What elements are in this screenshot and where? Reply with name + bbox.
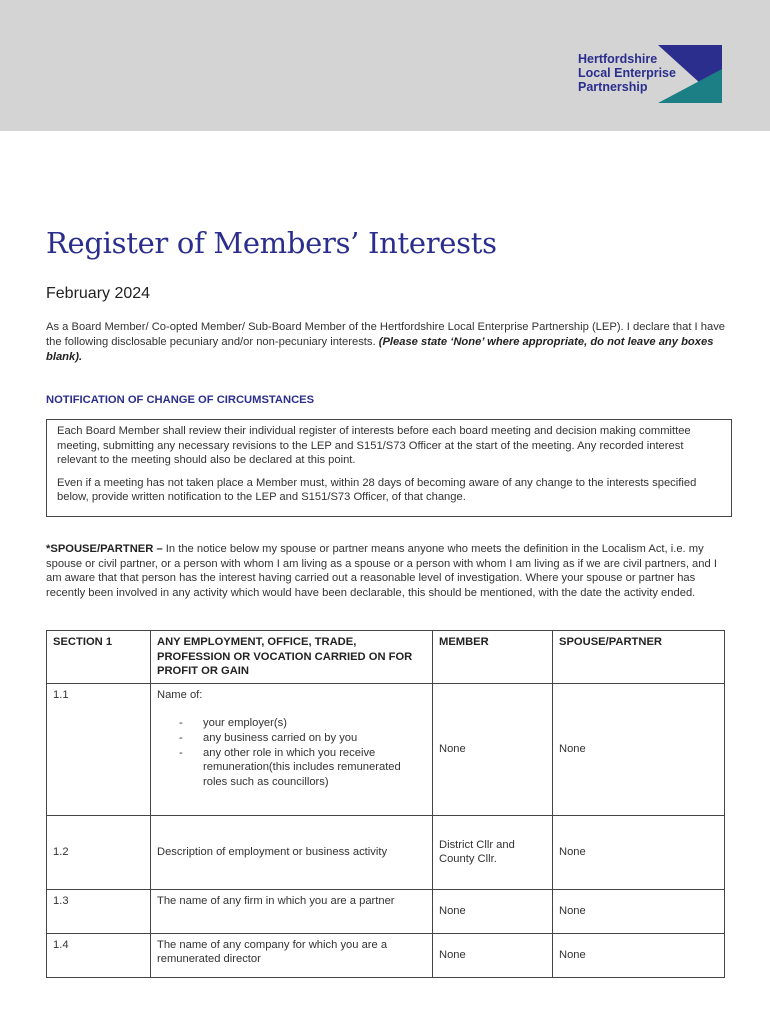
- list-item: - any business carried on by you: [157, 731, 426, 746]
- spouse-label: *SPOUSE/PARTNER –: [46, 543, 163, 555]
- notification-heading: NOTIFICATION OF CHANGE OF CIRCUMSTANCES: [46, 394, 315, 406]
- spouse-value-text: None: [559, 948, 586, 961]
- row-description: The name of any company for which you are a remunerated director: [151, 933, 433, 977]
- document-date: February 2024: [46, 285, 151, 302]
- spouse-value: [553, 889, 725, 933]
- section-1-table: [46, 630, 725, 978]
- row-description: Description of employment or business activity: [151, 815, 433, 889]
- table-row: [47, 933, 725, 977]
- row-description: [151, 683, 433, 815]
- member-value: District Cllr and County Cllr.: [433, 815, 553, 889]
- member-value: [433, 933, 553, 977]
- spouse-definition: [46, 542, 726, 600]
- spouse-value: None: [553, 815, 725, 889]
- row-lead-text: Name of:: [157, 688, 203, 701]
- logo-line-3: Partnership: [578, 80, 648, 94]
- header-spouse: SPOUSE/PARTNER: [553, 631, 725, 684]
- row-number: 1.1: [47, 683, 151, 815]
- intro-text: As a Board Member/ Co-opted Member/ Sub-Board Member of the Hertfordshire Local Enterprise Partnership (LEP). I declare that I have the following disclosable pecuniary and/or non-pecuniary interests.: [46, 321, 726, 348]
- lep-logo-mark: [658, 45, 722, 103]
- employment-list: [157, 716, 426, 789]
- logo-line-2: Local Enterprise: [578, 66, 676, 80]
- spouse-value: [553, 933, 725, 977]
- header-section: SECTION 1: [47, 631, 151, 684]
- intro-paragraph: [46, 320, 726, 365]
- intro-emphasis: (Please state ‘None’ where appropriate, do not leave any boxes blank).: [46, 336, 714, 363]
- table-header-row: [47, 631, 725, 684]
- notification-box: [46, 419, 732, 517]
- notification-para-2: Even if a meeting has not taken place a Member must, within 28 days of becoming aware of any change to the interests specified below, provide written notification to the LEP and S151/S73 Officer, of that change.: [57, 476, 697, 504]
- list-item: - your employer(s): [157, 716, 426, 731]
- page-title: Register of Members’ Interests: [46, 226, 497, 260]
- table-row: [47, 815, 725, 889]
- table-row: [47, 889, 725, 933]
- row-number: 1.3: [47, 889, 151, 933]
- table-row: [47, 683, 725, 815]
- row-number: 1.4: [47, 933, 151, 977]
- member-value-text: None: [439, 904, 466, 917]
- logo-line-1: Hertfordshire: [578, 52, 658, 66]
- spouse-value-text: None: [559, 904, 586, 917]
- member-value: [433, 889, 553, 933]
- row-number: 1.2: [47, 815, 151, 889]
- notification-para-1: Each Board Member shall review their individual register of interests before each board meeting and decision making committee meeting, submitting any necessary revisions to the LEP and S151/S73 Officer at the start of the meeting. Any recorded interest relevant to the meeting should also be declared at this point.: [57, 425, 691, 467]
- spouse-value: None: [553, 683, 725, 815]
- spouse-text: In the notice below my spouse or partner means anyone who meets the definition in the Localism Act, i.e. my spouse or civil partner, or a person with whom I am living as a spouse or a person with whom I am living as if we are civil partners, and I am aware that that person has the interest having carried out a reasonable level of investigation. Where your spouse or partner has recently been involved in any activity which would have been declarable, this should be mentioned, with the date the activity ended.: [46, 543, 717, 599]
- list-item: - any other role in which you receive remuneration(this includes remunerated roles such as councillors): [157, 746, 426, 790]
- row-description: The name of any firm in which you are a partner: [151, 889, 433, 933]
- member-value: None: [433, 683, 553, 815]
- header-description: ANY EMPLOYMENT, OFFICE, TRADE, PROFESSION OR VOCATION CARRIED ON FOR PROFIT OR GAIN: [151, 631, 433, 684]
- header-member: MEMBER: [433, 631, 553, 684]
- member-value-text: None: [439, 948, 466, 961]
- logo-teal-triangle: [658, 69, 722, 103]
